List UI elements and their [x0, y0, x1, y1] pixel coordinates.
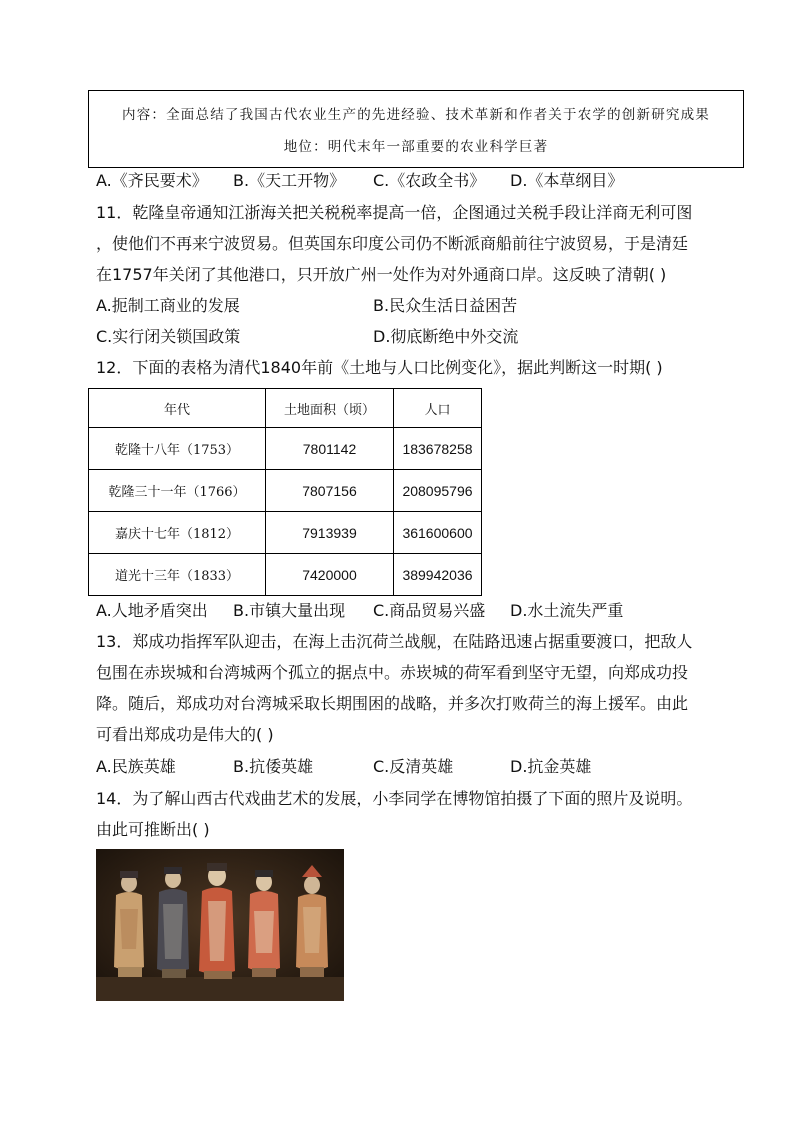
table-cell-population: 183678258 — [394, 428, 482, 470]
land-population-table — [88, 388, 482, 596]
table-row — [89, 470, 482, 512]
table-row — [89, 428, 482, 470]
q11-option-a[interactable]: A.扼制工商业的发展 — [96, 296, 240, 315]
q13-option-d[interactable]: D.抗金英雄 — [510, 757, 592, 776]
q13-option-b[interactable]: B.抗倭英雄 — [233, 757, 314, 776]
q11-option-c[interactable]: C.实行闭关锁国政策 — [96, 327, 241, 346]
q10-option-c[interactable]: C.《农政全书》 — [373, 171, 486, 190]
q11-option-d[interactable]: D.彻底断绝中外交流 — [373, 327, 519, 346]
q11-option-b[interactable]: B.民众生活日益困苦 — [373, 296, 518, 315]
q12-stem: 12．下面的表格为清代1840年前《土地与人口比例变化》，据此判断这一时期( ) — [96, 358, 663, 377]
q13-option-a[interactable]: A.民族英雄 — [96, 757, 176, 776]
table-header-era: 年代 — [89, 389, 266, 428]
material-info-box — [88, 90, 744, 168]
q11-stem-line-2: ，使他们不再来宁波贸易。但英国东印度公司仍不断派商船前往宁波贸易，于是清廷 — [96, 234, 689, 253]
q14-stem-line-1: 14．为了解山西古代戏曲艺术的发展，小李同学在博物馆拍摄了下面的照片及说明。 — [96, 789, 693, 808]
opera-figurines-photo — [96, 849, 344, 1001]
table-header-land: 土地面积（顷） — [266, 389, 394, 428]
table-cell-era: 嘉庆十七年（1812） — [89, 512, 266, 554]
q12-option-b[interactable]: B.市镇大量出现 — [233, 601, 346, 620]
info-content-line: 内容：全面总结了我国古代农业生产的先进经验、技术革新和作者关于农学的创新研究成果 — [122, 107, 710, 123]
q10-option-b[interactable]: B.《天工开物》 — [233, 171, 346, 190]
q11-stem-line-1: 11．乾隆皇帝通知江浙海关把关税税率提高一倍，企图通过关税手段让洋商无利可图 — [96, 203, 693, 222]
table-header-population: 人口 — [394, 389, 482, 428]
table-row — [89, 554, 482, 596]
table-header-row — [89, 389, 482, 428]
q14-stem-line-2: 由此可推断出( ) — [96, 820, 210, 839]
q10-option-d[interactable]: D.《本草纲目》 — [510, 171, 624, 190]
q12-option-d[interactable]: D.水土流失严重 — [510, 601, 624, 620]
table-cell-population: 389942036 — [394, 554, 482, 596]
table-cell-land: 7913939 — [266, 512, 394, 554]
q13-stem-line-4: 可看出郑成功是伟大的( ) — [96, 725, 274, 744]
table-cell-era: 乾隆十八年（1753） — [89, 428, 266, 470]
q13-stem-line-2: 包围在赤崁城和台湾城两个孤立的据点中。赤崁城的荷军看到坚守无望，向郑成功投 — [96, 663, 689, 682]
q11-stem-line-3: 在1757年关闭了其他港口，只开放广州一处作为对外通商口岸。这反映了清朝( ) — [96, 265, 667, 284]
table-row — [89, 512, 482, 554]
q13-stem-line-1: 13．郑成功指挥军队迎击，在海上击沉荷兰战舰，在陆路迅速占据重要渡口，把敌人 — [96, 632, 693, 651]
q13-stem-line-3: 降。随后，郑成功对台湾城采取长期围困的战略，并多次打败荷兰的海上援军。由此 — [96, 694, 689, 713]
table-cell-population: 361600600 — [394, 512, 482, 554]
q13-option-c[interactable]: C.反清英雄 — [373, 757, 454, 776]
q10-option-a[interactable]: A.《齐民要术》 — [96, 171, 208, 190]
table-cell-land: 7801142 — [266, 428, 394, 470]
table-cell-population: 208095796 — [394, 470, 482, 512]
info-status-line: 地位：明代末年一部重要的农业科学巨著 — [283, 139, 549, 155]
q12-option-a[interactable]: A.人地矛盾突出 — [96, 601, 208, 620]
table-cell-land: 7420000 — [266, 554, 394, 596]
table-cell-land: 7807156 — [266, 470, 394, 512]
q12-option-c[interactable]: C.商品贸易兴盛 — [373, 601, 486, 620]
table-cell-era: 乾隆三十一年（1766） — [89, 470, 266, 512]
table-cell-era: 道光十三年（1833） — [89, 554, 266, 596]
